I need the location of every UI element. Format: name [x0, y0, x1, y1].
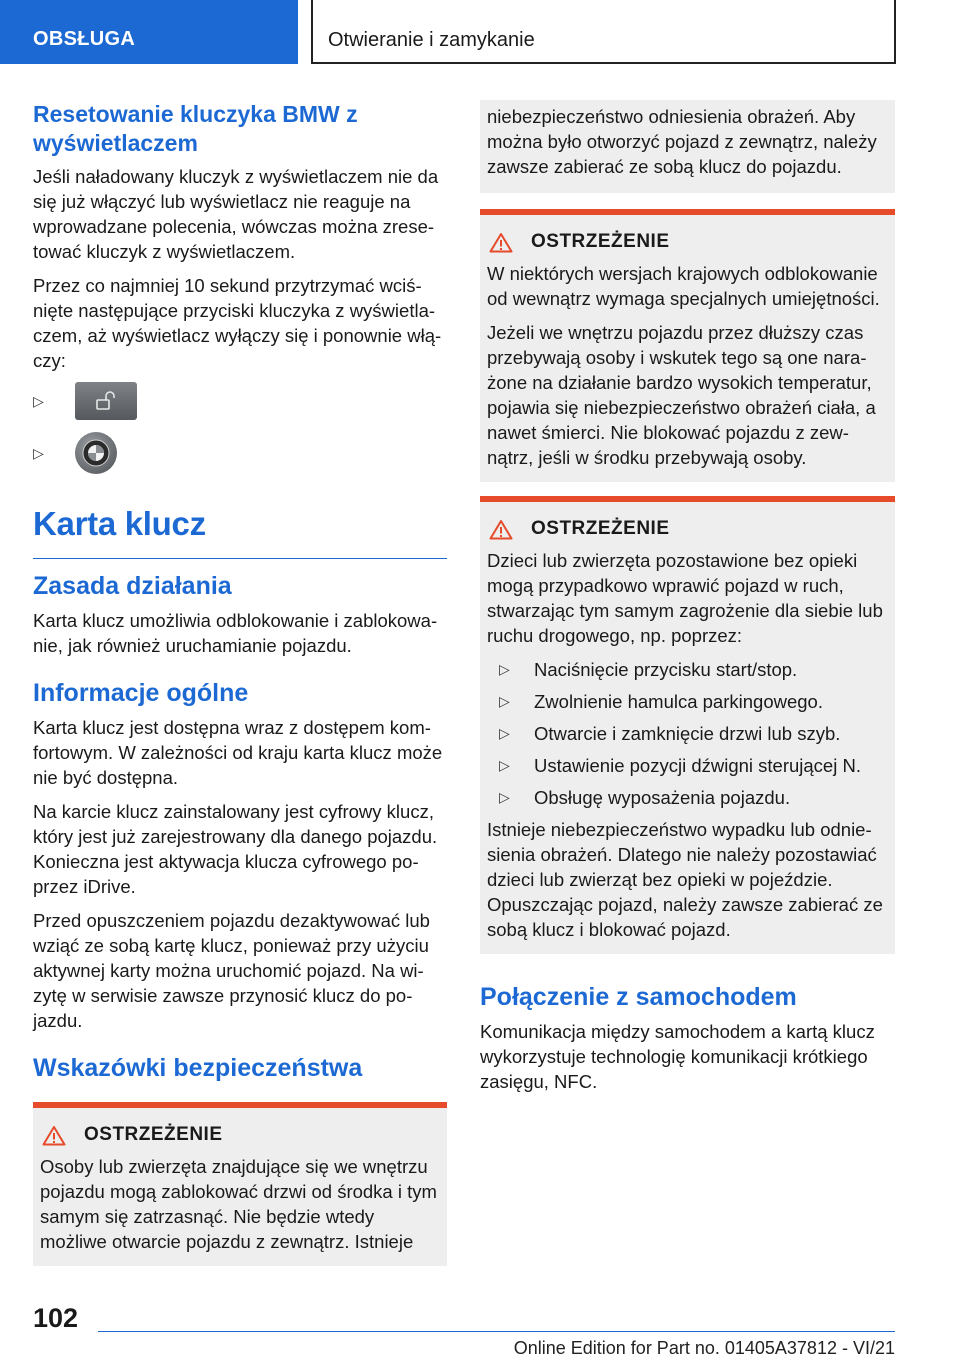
warning-title	[487, 518, 887, 540]
warning-title-text: OSTRZEŻENIE	[84, 1124, 223, 1145]
connection-heading: Połączenie z samochodem	[480, 983, 797, 1011]
unlock-icon	[94, 391, 118, 411]
right-column	[480, 100, 895, 1103]
section-label: OBSŁUGA	[33, 28, 136, 50]
section-tab	[0, 0, 298, 64]
warning-box-1-continued	[480, 100, 895, 193]
warning-2-paragraph-2: Jeżeli we wnętrzu pojazdu przez dłuższy czas przebywają osoby i wskutek tego są one narażone na działanie bardzo wysokich temperatur, pojawia się niebezpieczeństwo obrażeń ciała, a nawet śmierci. Nie blokować pojazdu z zewnątrz, jeśli w środku przebywają osoby.	[487, 322, 876, 468]
connection-paragraph: Komunikacja między samochodem a kartą klucz wykorzystuje technologię komunikacji krótkiego zasięgu, NFC.	[480, 1021, 875, 1092]
triangle-bullet-icon: ▷	[499, 789, 510, 805]
triangle-bullet-icon: ▷	[33, 444, 44, 461]
list-item: ▷ Naciśnięcie przycisku start/stop.	[487, 657, 887, 682]
warning-1-continuation: niebezpieczeństwo odniesienia obrażeń. Aby można było otworzyć pojazd z zewnątrz, należy zawsze zabierać ze sobą klucz do pojazdu.	[487, 106, 877, 177]
triangle-bullet-icon: ▷	[499, 661, 510, 677]
reset-paragraph-2: Przez co najmniej 10 sekund przytrzymać wciśnięte następujące przyciski kluczyka z wyświetlaczem, aż wyświetlacz wyłączy się i ponownie włączy:	[33, 275, 442, 371]
warning-title	[40, 1124, 439, 1146]
warning-title-text: OSTRZEŻENIE	[531, 518, 670, 539]
unlock-button-image	[75, 382, 137, 420]
footer-edition: Online Edition for Part no. 01405A37812 - VI/21	[513, 1338, 895, 1358]
reset-paragraph-1: Jeśli naładowany kluczyk z wyświetlaczem nie da się już włączyć lub wyświetlacz nie reaguje na wprowadzane polecenia, wówczas można zresetować kluczyk z wyświetlaczem.	[33, 166, 439, 262]
warning-triangle-icon	[42, 1125, 66, 1146]
triangle-bullet-icon: ▷	[499, 757, 510, 773]
info-paragraph-2: Na karcie klucz zainstalowany jest cyfrowy klucz, który jest już zarejestrowany dla danego pojazdu. Konieczna jest aktywacja klucza cyfrowego poprzez iDrive.	[33, 801, 438, 897]
key-button-bmw-row	[33, 432, 447, 474]
info-paragraph-1: Karta klucz jest dostępna wraz z dostępem komfortowym. W zależności od kraju karta klucz może nie być dostępna.	[33, 717, 443, 788]
chapter-header	[311, 0, 896, 64]
warning-3-list	[487, 657, 887, 810]
warning-1-paragraph: Osoby lub zwierzęta znajdujące się we wnętrzu pojazdu mogą zablokować drzwi od środka i tym samym się zatrzasnąć. Nie będzie wtedy możliwe otwarcie pojazdu z zewnątrz. Istnieje	[40, 1156, 437, 1252]
warning-title-text: OSTRZEŻENIE	[531, 231, 670, 252]
reset-heading: Resetowanie kluczyka BMW z wyświetlaczem	[33, 101, 358, 156]
chapter-label: Otwieranie i zamykanie	[328, 29, 535, 51]
bmw-logo-button-image	[75, 432, 117, 474]
info-paragraph-3: Przed opuszczeniem pojazdu dezaktywować lub wziąć ze sobą kartę klucz, ponieważ przy użyciu aktywnej karty można uruchomić pojazd. Na wizytę w serwisie zawsze przynosić klucz do pojazdu.	[33, 910, 430, 1031]
warning-title	[487, 231, 887, 253]
list-item: ▷ Ustawienie pozycji dźwigni sterującej N.	[487, 753, 887, 778]
info-heading: Informacje ogólne	[33, 679, 249, 707]
list-item: ▷ Zwolnienie hamulca parkingowego.	[487, 689, 887, 714]
zasada-heading: Zasada działania	[33, 572, 232, 600]
triangle-bullet-icon: ▷	[33, 392, 44, 409]
warning-triangle-icon	[489, 519, 513, 540]
title-divider	[33, 558, 447, 559]
key-button-unlock-row	[33, 382, 447, 420]
warning-2-paragraph-1: W niektórych wersjach krajowych odblokowanie od wewnątrz wymaga specjalnych umiejętności.	[487, 263, 880, 309]
warning-box-3	[480, 496, 895, 954]
karta-klucz-title: Karta klucz	[33, 505, 206, 542]
triangle-bullet-icon: ▷	[499, 693, 510, 709]
safety-heading: Wskazówki bezpieczeństwa	[33, 1054, 363, 1082]
warning-3-paragraph-2: Istnieje niebezpieczeństwo wypadku lub odniesienia obrażeń. Dlatego nie należy pozostawiać dzieci lub zwierząt bez opieki w pojeździe. Opuszczając pojazd, należy zawsze zabierać ze sobą klucz i blokować pojazd.	[487, 819, 883, 940]
list-item: ▷ Obsługę wyposażenia pojazdu.	[487, 785, 887, 810]
left-column	[33, 100, 447, 1266]
footer-divider	[98, 1331, 895, 1332]
warning-triangle-icon	[489, 232, 513, 253]
warning-box-1	[33, 1102, 447, 1266]
list-item: ▷ Otwarcie i zamknięcie drzwi lub szyb.	[487, 721, 887, 746]
page-number: 102	[33, 1303, 79, 1333]
triangle-bullet-icon: ▷	[499, 725, 510, 741]
zasada-paragraph: Karta klucz umożliwia odblokowanie i zablokowanie, jak również uruchamianie pojazdu.	[33, 610, 438, 656]
bmw-logo-icon	[81, 438, 111, 468]
warning-3-paragraph-1: Dzieci lub zwierzęta pozostawione bez opieki mogą przypadkowo wprawić pojazd w ruch, stwarzając tym samym zagrożenie dla siebie lub ruchu drogowego, np. poprzez:	[487, 550, 883, 646]
warning-box-2	[480, 209, 895, 482]
